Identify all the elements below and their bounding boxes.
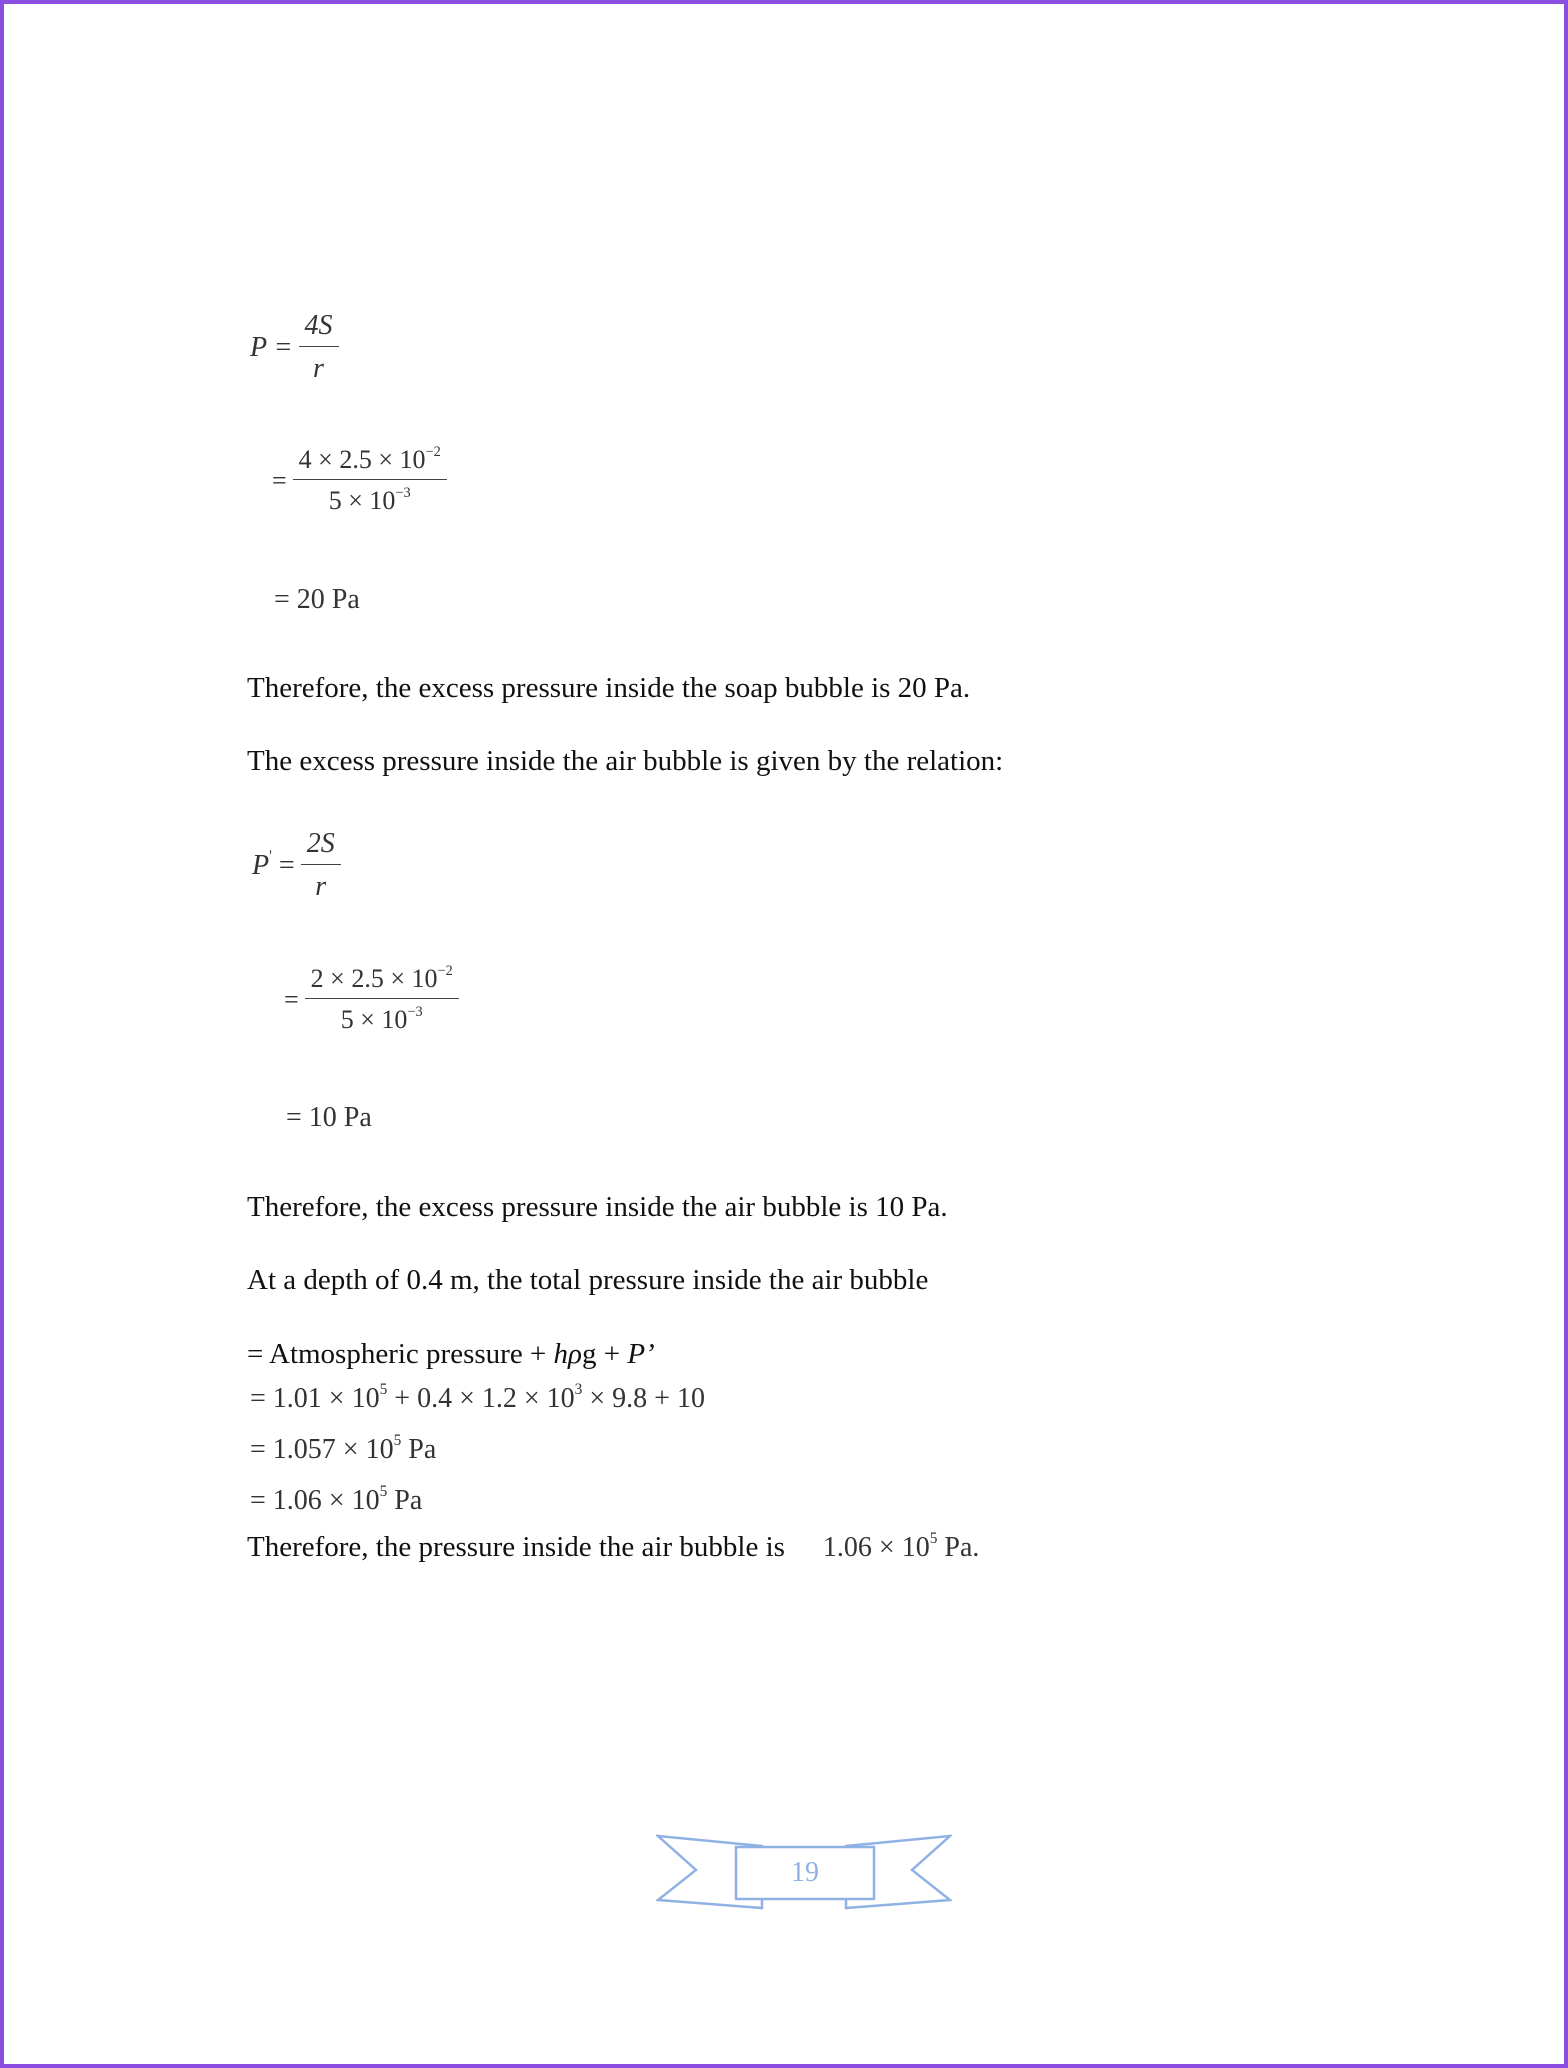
equation-lhs: P = — [250, 331, 293, 363]
lhs-prime: ' — [269, 847, 272, 865]
calc-line-1 — [250, 1383, 705, 1415]
final-text: Therefore, the pressure inside the air bubble is — [247, 1531, 785, 1563]
numerator-exponent: −2 — [425, 444, 441, 461]
air-result: = 10 Pa — [286, 1102, 372, 1133]
numerator-exponent: −2 — [437, 963, 453, 980]
denominator: r — [315, 871, 327, 902]
calc-2-b: Pa — [401, 1434, 437, 1465]
atm-prefix: = Atmospheric pressure + — [247, 1338, 554, 1370]
equals-sign: = — [284, 984, 299, 1014]
fraction — [293, 445, 447, 516]
calc-1-a: = 1.01 × 10 — [250, 1383, 380, 1414]
denominator-base: 5 × 10 — [340, 1005, 408, 1034]
denominator-exponent: −3 — [407, 1004, 423, 1021]
calc-2-exp: 5 — [393, 1432, 402, 1450]
page-number: 19 — [791, 1857, 819, 1888]
calc-1-exp-2: 3 — [574, 1381, 583, 1399]
equals-sign: = — [278, 849, 295, 881]
p-prime-symbol: P’ — [627, 1338, 655, 1370]
equation-soap-formula — [250, 310, 339, 385]
final-value — [823, 1532, 980, 1563]
equation-soap-substitution — [272, 445, 447, 516]
lhs-symbol: P — [252, 849, 270, 881]
air-conclusion: Therefore, the excess pressure inside the air bubble is 10 Pa. — [247, 1191, 948, 1223]
numerator — [305, 964, 459, 999]
fraction — [299, 310, 339, 385]
calc-line-2 — [250, 1434, 436, 1466]
final-value-unit: Pa. — [937, 1532, 980, 1563]
fraction — [305, 964, 459, 1035]
equation-lhs — [252, 847, 295, 882]
denominator: r — [313, 353, 324, 384]
denominator-base: 5 × 10 — [328, 486, 396, 515]
air-bubble-intro: The excess pressure inside the air bubble is given by the relation: — [247, 745, 1004, 777]
equation-air-substitution — [284, 964, 459, 1035]
equation-air-formula — [252, 828, 341, 903]
equals-sign: = — [272, 465, 287, 495]
final-conclusion — [247, 1531, 979, 1564]
atmospheric-pressure-line — [247, 1338, 655, 1371]
soap-conclusion: Therefore, the excess pressure inside the soap bubble is 20 Pa. — [247, 672, 971, 704]
h-rho-symbol: hρ — [553, 1338, 582, 1370]
numerator: 2S — [301, 828, 341, 865]
calc-3-exp: 5 — [379, 1483, 388, 1501]
numerator: 4S — [299, 310, 339, 347]
depth-intro: At a depth of 0.4 m, the total pressure inside the air bubble — [247, 1264, 929, 1296]
numerator-base: 4 × 2.5 × 10 — [298, 445, 426, 474]
final-value-exponent: 5 — [929, 1530, 938, 1548]
calc-1-c: × 9.8 + 10 — [582, 1383, 705, 1414]
calc-3-a: = 1.06 × 10 — [250, 1485, 380, 1516]
calc-2-a: = 1.057 × 10 — [250, 1434, 394, 1465]
denominator — [323, 480, 417, 516]
denominator — [335, 999, 429, 1035]
numerator-base: 2 × 2.5 × 10 — [310, 964, 438, 993]
numerator — [293, 445, 447, 480]
final-value-base: 1.06 × 10 — [822, 1532, 930, 1563]
denominator-exponent: −3 — [395, 485, 411, 502]
calc-line-3 — [250, 1485, 422, 1517]
calc-1-exp-1: 5 — [379, 1381, 388, 1399]
calc-1-b: + 0.4 × 1.2 × 10 — [387, 1383, 575, 1414]
calc-3-b: Pa — [387, 1485, 423, 1516]
g-symbol: g + — [581, 1338, 628, 1370]
fraction — [301, 828, 341, 903]
soap-result: = 20 Pa — [274, 584, 360, 615]
